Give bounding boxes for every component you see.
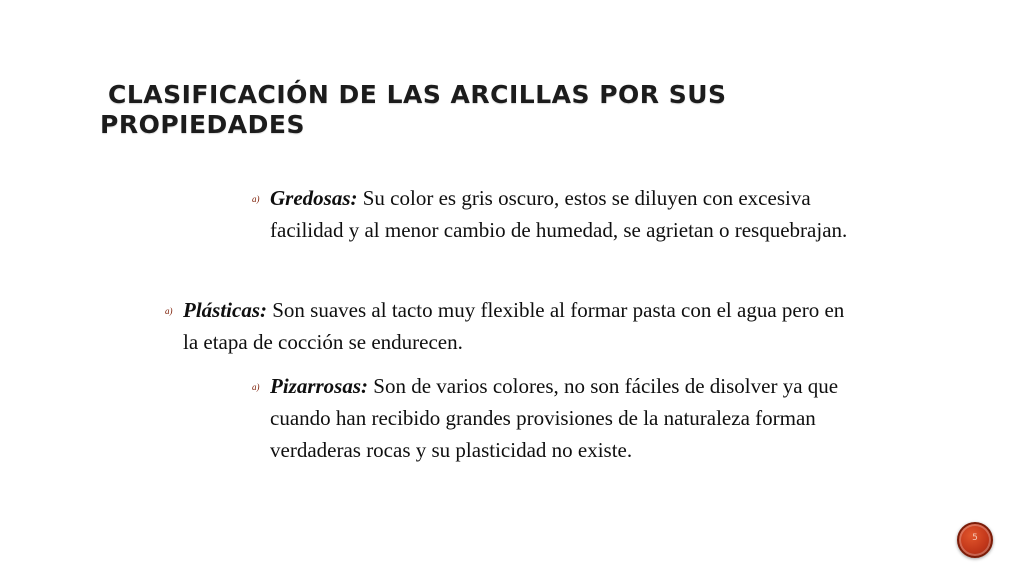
bullet-marker: a) (252, 194, 260, 204)
page-number-badge (957, 522, 993, 558)
bullet-marker: a) (252, 382, 260, 392)
bullet-term: Gredosas: (270, 186, 358, 210)
slide-title (100, 80, 900, 140)
bullet-text: Su color es gris oscuro, estos se diluyen con excesiva facilidad y al menor cambio de humedad, se agrietan o resquebrajan. (270, 186, 848, 242)
bullet-term: Pizarrosas: (270, 374, 369, 398)
bullet-marker: a) (165, 306, 173, 316)
slide-title-line-2: PROPIEDADES (100, 110, 305, 139)
bullet-plasticas (165, 294, 863, 358)
bullet-text: Son de varios colores, no son fáciles de disolver ya que cuando han recibido grandes provisiones de la naturaleza forman verdaderas rocas y su plasticidad no existe. (270, 374, 839, 462)
bullet-text: Son suaves al tacto muy flexible al formar pasta con el agua pero en la etapa de cocción se endurecen. (183, 298, 845, 354)
bullet-gredosas (252, 182, 850, 246)
bullet-pizarrosas (252, 370, 880, 466)
page-number: 5 (972, 533, 978, 543)
slide-title-line-1: CLASIFICACIÓN DE LAS ARCILLAS POR SUS (108, 80, 727, 109)
bullet-term: Plásticas: (183, 298, 267, 322)
